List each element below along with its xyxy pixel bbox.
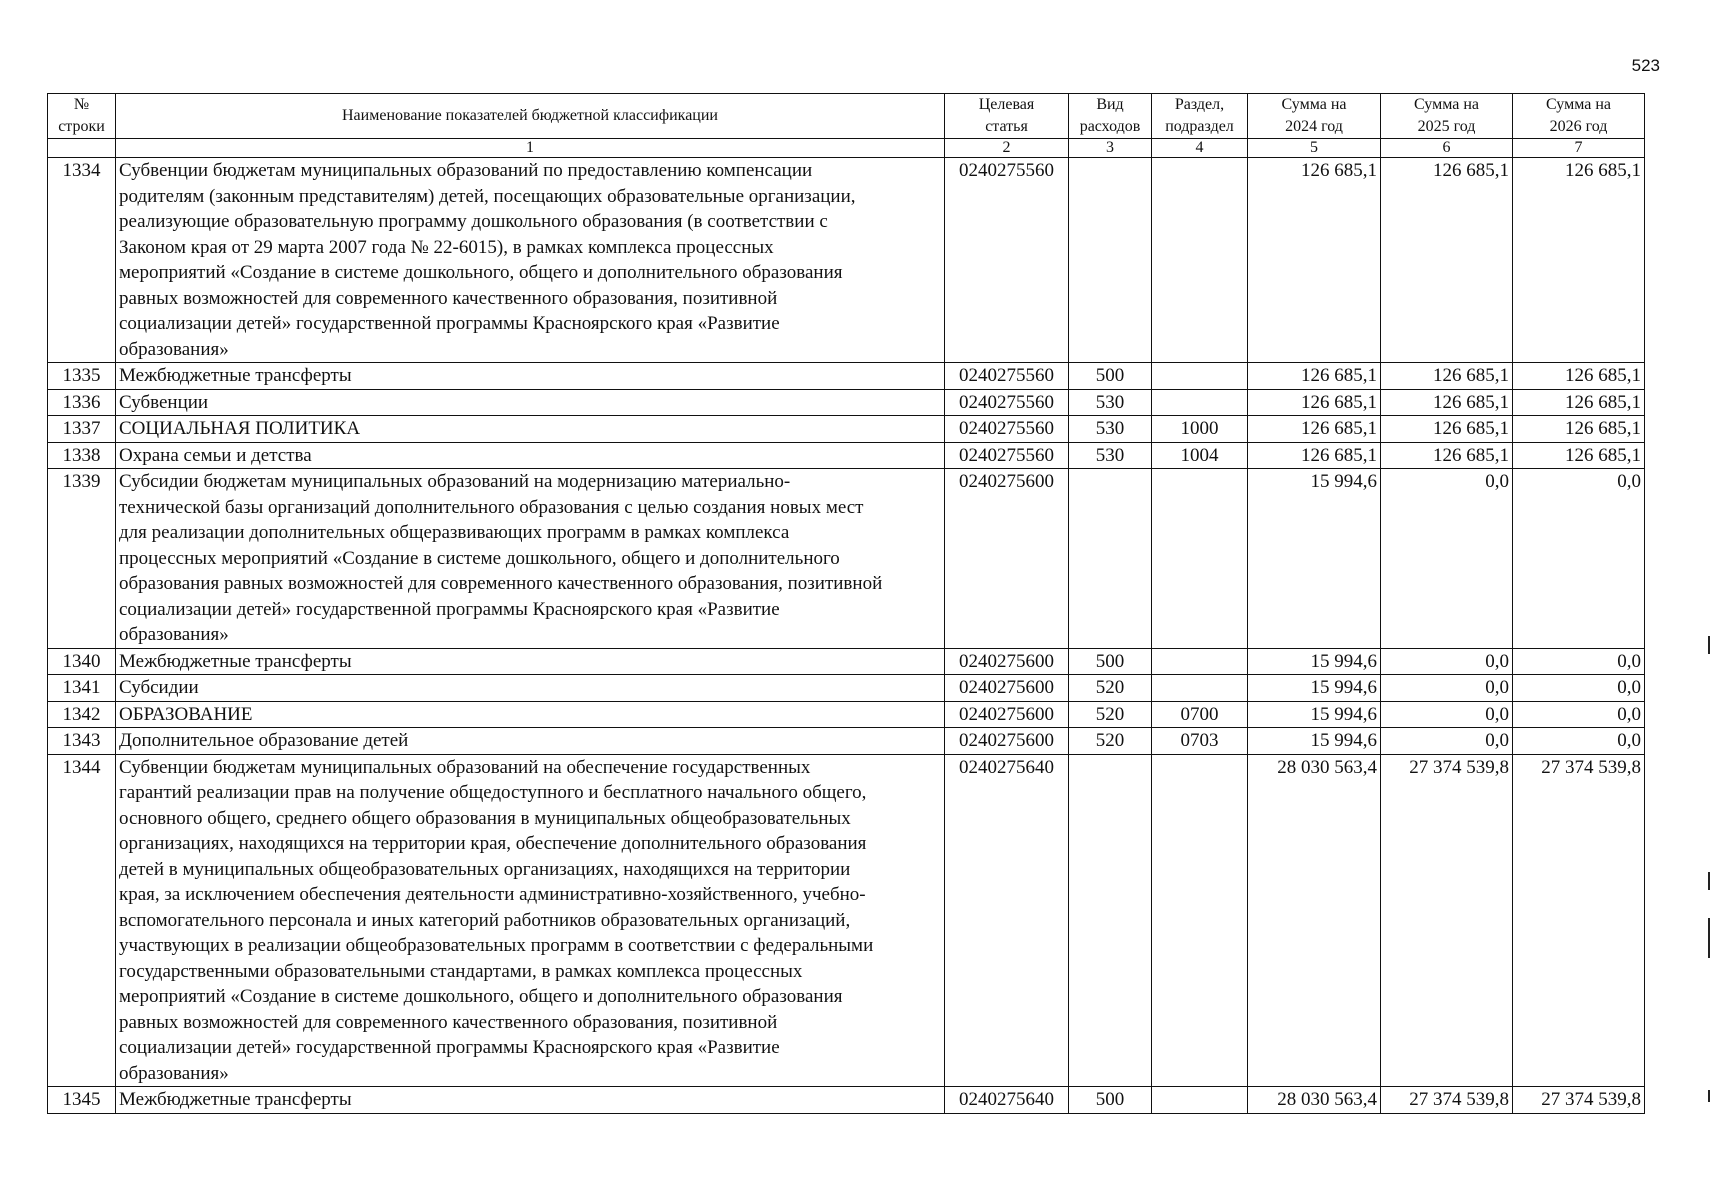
amount-2024: 28 030 563,4 xyxy=(1248,1087,1381,1114)
row-name xyxy=(116,728,945,755)
section-code xyxy=(1152,1087,1248,1114)
header-target: Целевая статья xyxy=(945,94,1069,139)
column-index: 4 xyxy=(1152,139,1248,158)
row-name-line: Дополнительное образование детей xyxy=(119,730,409,751)
row-name-line: Субсидии бюджетам муниципальных образований на модернизацию материально- xyxy=(119,471,791,492)
header-2024: Сумма на 2024 год xyxy=(1248,94,1381,139)
amount-2025: 126 685,1 xyxy=(1381,389,1513,416)
row-name-line: Субвенции xyxy=(119,391,209,413)
column-index: 6 xyxy=(1381,139,1513,158)
header-kind: Вид расходов xyxy=(1069,94,1152,139)
table-row xyxy=(48,701,1645,728)
expense-kind: 520 xyxy=(1069,675,1152,702)
row-name-line: социализации детей» государственной программы Красноярского края «Развитие xyxy=(119,1037,780,1058)
amount-2026: 126 685,1 xyxy=(1513,389,1645,416)
row-name-line: социализации детей» государственной программы Красноярского края «Развитие xyxy=(119,598,780,620)
column-index: 3 xyxy=(1069,139,1152,158)
row-number: 1334 xyxy=(48,158,116,363)
section-code: 1004 xyxy=(1152,442,1248,469)
amount-2024: 126 685,1 xyxy=(1248,442,1381,469)
section-code xyxy=(1152,158,1248,363)
expense-kind: 530 xyxy=(1069,416,1152,443)
section-code xyxy=(1152,469,1248,649)
target-article: 0240275640 xyxy=(945,1087,1069,1114)
table-row xyxy=(48,416,1645,443)
amount-2026: 126 685,1 xyxy=(1513,158,1645,363)
table-row xyxy=(48,754,1645,1087)
column-index xyxy=(48,139,116,158)
section-code xyxy=(1152,754,1248,1087)
row-number: 1344 xyxy=(48,754,116,1087)
row-name-line: процессных мероприятий «Создание в системе дошкольного, общего и дополнительного xyxy=(119,547,840,569)
table-row xyxy=(48,648,1645,675)
column-index: 1 xyxy=(116,139,945,158)
table-row xyxy=(48,675,1645,702)
amount-2024: 15 994,6 xyxy=(1248,675,1381,702)
expense-kind xyxy=(1069,469,1152,649)
table-row xyxy=(48,469,1645,649)
row-name xyxy=(116,442,945,469)
amount-2024: 15 994,6 xyxy=(1248,701,1381,728)
expense-kind: 530 xyxy=(1069,389,1152,416)
amount-2025: 27 374 539,8 xyxy=(1381,754,1513,1087)
header-row-no: № строки xyxy=(48,94,116,139)
amount-2026: 126 685,1 xyxy=(1513,442,1645,469)
target-article: 0240275560 xyxy=(945,363,1069,390)
row-name xyxy=(116,158,945,363)
header-2026: Сумма на 2026 год xyxy=(1513,94,1645,139)
column-index: 7 xyxy=(1513,139,1645,158)
target-article: 0240275560 xyxy=(945,389,1069,416)
section-code xyxy=(1152,389,1248,416)
section-code xyxy=(1152,675,1248,702)
row-name-line: участвующих в реализации общеобразовательных программ в соответствии с федеральными xyxy=(119,935,874,956)
row-name-line: основного общего, среднего общего образования в муниципальных общеобразовательных xyxy=(119,807,851,829)
expense-kind: 530 xyxy=(1069,442,1152,469)
amount-2025: 126 685,1 xyxy=(1381,363,1513,390)
row-number: 1337 xyxy=(48,416,116,443)
amount-2024: 15 994,6 xyxy=(1248,728,1381,755)
row-name-line: организациях, находящихся на территории края, обеспечение дополнительного образования xyxy=(119,833,867,854)
amount-2026: 27 374 539,8 xyxy=(1513,754,1645,1087)
amount-2024: 126 685,1 xyxy=(1248,416,1381,443)
amount-2026: 126 685,1 xyxy=(1513,416,1645,443)
section-code: 0703 xyxy=(1152,728,1248,755)
target-article: 0240275600 xyxy=(945,701,1069,728)
amount-2026: 27 374 539,8 xyxy=(1513,1087,1645,1114)
row-name-line: реализующие образовательную программу дошкольного образования (в соответствии с xyxy=(119,211,828,232)
amount-2025: 0,0 xyxy=(1381,675,1513,702)
amount-2025: 0,0 xyxy=(1381,648,1513,675)
target-article: 0240275600 xyxy=(945,469,1069,649)
target-article: 0240275600 xyxy=(945,728,1069,755)
amount-2026: 0,0 xyxy=(1513,728,1645,755)
budget-table xyxy=(47,93,1645,1114)
target-article: 0240275640 xyxy=(945,754,1069,1087)
row-name-line: Субвенции бюджетам муниципальных образований по предоставлению компенсации xyxy=(119,160,813,181)
row-name xyxy=(116,648,945,675)
amount-2025: 0,0 xyxy=(1381,469,1513,649)
row-name xyxy=(116,701,945,728)
row-number: 1338 xyxy=(48,442,116,469)
expense-kind: 520 xyxy=(1069,728,1152,755)
target-article: 0240275600 xyxy=(945,675,1069,702)
amount-2024: 28 030 563,4 xyxy=(1248,754,1381,1087)
row-name-line: равных возможностей для современного качественного образования, позитивной xyxy=(119,287,778,309)
row-name-line: СОЦИАЛЬНАЯ ПОЛИТИКА xyxy=(119,418,361,439)
target-article: 0240275560 xyxy=(945,416,1069,443)
row-name-line: образования» xyxy=(119,624,229,645)
amount-2024: 126 685,1 xyxy=(1248,389,1381,416)
table-row xyxy=(48,389,1645,416)
row-number: 1340 xyxy=(48,648,116,675)
scan-edge-mark xyxy=(1708,1090,1710,1102)
row-number: 1335 xyxy=(48,363,116,390)
table-body xyxy=(48,158,1645,1114)
row-name-line: равных возможностей для современного качественного образования, позитивной xyxy=(119,1011,778,1033)
expense-kind xyxy=(1069,754,1152,1087)
column-index-row xyxy=(48,139,1645,158)
expense-kind: 500 xyxy=(1069,1087,1152,1114)
table-row xyxy=(48,363,1645,390)
row-name-line: мероприятий «Создание в системе дошкольного, общего и дополнительного образования xyxy=(119,262,843,283)
amount-2025: 126 685,1 xyxy=(1381,158,1513,363)
table-row xyxy=(48,728,1645,755)
amount-2026: 0,0 xyxy=(1513,701,1645,728)
target-article: 0240275560 xyxy=(945,442,1069,469)
row-name-line: образования» xyxy=(119,338,229,360)
row-name-line: ОБРАЗОВАНИЕ xyxy=(119,703,253,725)
row-name xyxy=(116,1087,945,1114)
expense-kind: 500 xyxy=(1069,363,1152,390)
expense-kind: 520 xyxy=(1069,701,1152,728)
row-name-line: детей в муниципальных общеобразовательных организациях, находящихся на территории xyxy=(119,858,851,880)
row-number: 1336 xyxy=(48,389,116,416)
section-code xyxy=(1152,648,1248,675)
amount-2024: 126 685,1 xyxy=(1248,363,1381,390)
row-name-line: для реализации дополнительных общеразвивающих программ в рамках комплекса xyxy=(119,522,790,543)
amount-2025: 0,0 xyxy=(1381,701,1513,728)
row-name-line: Субвенции бюджетам муниципальных образований на обеспечение государственных xyxy=(119,756,811,778)
header-name: Наименование показателей бюджетной классификации xyxy=(116,94,945,139)
amount-2026: 126 685,1 xyxy=(1513,363,1645,390)
table-row xyxy=(48,158,1645,363)
header-2025: Сумма на 2025 год xyxy=(1381,94,1513,139)
row-number: 1345 xyxy=(48,1087,116,1114)
row-name-line: Охрана семьи и детства xyxy=(119,444,312,466)
row-number: 1339 xyxy=(48,469,116,649)
target-article: 0240275560 xyxy=(945,158,1069,363)
target-article: 0240275600 xyxy=(945,648,1069,675)
scan-edge-mark xyxy=(1708,872,1710,890)
table-row xyxy=(48,442,1645,469)
amount-2024: 15 994,6 xyxy=(1248,469,1381,649)
row-name-line: социализации детей» государственной программы Красноярского края «Развитие xyxy=(119,313,780,334)
row-name xyxy=(116,754,945,1087)
row-name xyxy=(116,675,945,702)
amount-2026: 0,0 xyxy=(1513,469,1645,649)
amount-2025: 126 685,1 xyxy=(1381,442,1513,469)
row-number: 1343 xyxy=(48,728,116,755)
amount-2024: 126 685,1 xyxy=(1248,158,1381,363)
scan-edge-mark xyxy=(1708,918,1710,958)
row-name-line: гарантий реализации прав на получение общедоступного и бесплатного начального общего, xyxy=(119,782,867,803)
row-name-line: вспомогательного персонала и иных категорий работников образовательных организаций, xyxy=(119,909,851,931)
row-name xyxy=(116,469,945,649)
row-name xyxy=(116,363,945,390)
column-index: 2 xyxy=(945,139,1069,158)
amount-2025: 126 685,1 xyxy=(1381,416,1513,443)
section-code xyxy=(1152,363,1248,390)
row-name-line: Межбюджетные трансферты xyxy=(119,1089,352,1110)
row-name xyxy=(116,389,945,416)
row-name-line: Межбюджетные трансферты xyxy=(119,650,352,672)
row-name-line: Законом края от 29 марта 2007 года № 22-6015), в рамках комплекса процессных xyxy=(119,236,774,258)
row-name-line: государственными образовательными стандартами, в рамках комплекса процессных xyxy=(119,960,803,982)
header-row xyxy=(48,94,1645,139)
row-name xyxy=(116,416,945,443)
column-index: 5 xyxy=(1248,139,1381,158)
section-code: 1000 xyxy=(1152,416,1248,443)
row-name-line: края, за исключением обеспечения деятельности административно-хозяйственного, учебно- xyxy=(119,884,866,905)
row-name-line: образования» xyxy=(119,1062,229,1084)
row-name-line: мероприятий «Создание в системе дошкольного, общего и дополнительного образования xyxy=(119,986,843,1007)
scan-edge-mark xyxy=(1708,636,1710,654)
header-section: Раздел, подраздел xyxy=(1152,94,1248,139)
section-code: 0700 xyxy=(1152,701,1248,728)
amount-2025: 0,0 xyxy=(1381,728,1513,755)
row-name-line: Межбюджетные трансферты xyxy=(119,365,352,386)
amount-2025: 27 374 539,8 xyxy=(1381,1087,1513,1114)
amount-2026: 0,0 xyxy=(1513,675,1645,702)
table-row xyxy=(48,1087,1645,1114)
expense-kind: 500 xyxy=(1069,648,1152,675)
row-name-line: технической базы организаций дополнительного образования с целью создания новых мест xyxy=(119,496,864,518)
amount-2024: 15 994,6 xyxy=(1248,648,1381,675)
amount-2026: 0,0 xyxy=(1513,648,1645,675)
page-number: 523 xyxy=(1631,56,1660,75)
row-name-line: образования равных возможностей для современного качественного образования, позитивной xyxy=(119,573,883,594)
row-name-line: родителям (законным представителям) детей, посещающих образовательные организации, xyxy=(119,185,856,207)
row-number: 1342 xyxy=(48,701,116,728)
row-name-line: Субсидии xyxy=(119,677,199,698)
row-number: 1341 xyxy=(48,675,116,702)
expense-kind xyxy=(1069,158,1152,363)
